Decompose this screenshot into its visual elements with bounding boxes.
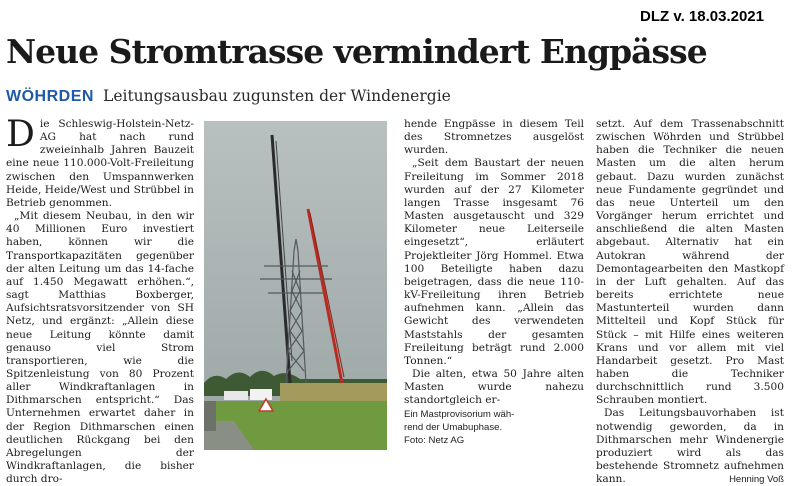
article-photo bbox=[204, 121, 387, 450]
source-label: DLZ v. 18.03.2021 bbox=[640, 8, 764, 25]
caption-credit: Foto: Netz AG bbox=[404, 435, 465, 446]
article-column-1 bbox=[6, 114, 194, 486]
paragraph-quote-hommel: „Seit dem Baustart der neuen Freileitung im Sommer 2018 wurden auf der 27 Kilometer langen Trasse insgesamt 76 Masten ausgetauscht und 329 Kilometer neue Leiterseile eingesetzt“, erläutert Projektleiter Jörg Hommel. Etwa 100 Beteiligte haben dazu beigetragen, dass die neue 110-kV-Freileitung ihren Betrieb aufnehmen kann. „Allein das Gewicht des verwendeten Maststahls der gesamten Freileitung beträgt rund 2.000 Tonnen.“ bbox=[404, 157, 584, 367]
paragraph-intro bbox=[6, 114, 194, 210]
author-name: Henning Voß bbox=[729, 474, 784, 486]
article-column-3 bbox=[596, 118, 784, 486]
paragraph-conclusion bbox=[596, 407, 784, 486]
paragraph-continued: hende Engpässe in diesem Teil des Stromnetzes ausgelöst wurden. bbox=[404, 118, 584, 157]
kicker-location: WÖHRDEN bbox=[6, 88, 94, 105]
drop-cap: D bbox=[6, 114, 35, 155]
paragraph-old-masts: Die alten, etwa 50 Jahre alten Masten wurde nahezu standortgleich er- bbox=[404, 367, 584, 407]
photo-illustration bbox=[204, 121, 387, 450]
paragraph-construction: setzt. Auf dem Trassenabschnitt zwischen Wöhrden und Strübbel haben die Techniker die neuen Masten um die alten herum gebaut. Dazu wurden zunächst neue Fundamente gegründet und das neue Unterteil um den Vorgänger herum errichtet und anschließend die alten Masten abgebaut. Alternativ hat ein Autokran während der Demontagearbeiten den Mastkopf in der Luft gehalten. Auf das bereits errichtete neue Mastunterteil wurden dann Mittelteil und Kopf Stück für Stück – mit Hilfe eines weiteren Krans und vor allem mit viel Handarbeit gesetzt. Pro Mast haben die Techniker durchschnittlich rund 3.500 Schrauben montiert. bbox=[596, 118, 784, 407]
headline: Neue Stromtrasse vermindert Engpässe bbox=[6, 32, 707, 71]
kicker-line bbox=[6, 86, 451, 106]
photo-caption bbox=[404, 408, 584, 447]
paragraph-quote-boxberger: „Mit diesem Neubau, in den wir 40 Millionen Euro investiert haben, können wir die Transportkapazitäten gegenüber der alten Leitung um das 14-fache auf 1.450 Megawatt erhöhen.“, sagt Matthias Boxberger, Aufsichtsratsvorsitzender von SH Netz, und ergänzt: „Allein diese neue Leitung könnte damit genauso viel Strom transportieren, wie die Spitzenleistung von 80 Prozent aller Windkraftanlagen in Dithmarschen entspricht.“ Das Unternehmen erwartet daher in der Region Dithmarschen einen deutlichen Rückgang bei den Abregelungen der Windkraftanlagen, die bisher durch dro- bbox=[6, 210, 194, 486]
subheadline: Leitungsausbau zugunsten der Windenergie bbox=[103, 87, 451, 105]
caption-line: Ein Mastprovisorium wäh- bbox=[404, 409, 515, 420]
caption-line: rend der Umabuphase. bbox=[404, 422, 503, 433]
paragraph-conclusion-text: Das Leitungsbauvorhaben ist notwendig geworden, da in Dithmarschen mehr Windenergie produziert wird als das bestehende Stromnetz aufnehmen kann. bbox=[596, 407, 784, 486]
article-column-2 bbox=[404, 118, 584, 407]
paragraph-intro-text: ie Schleswig-Holstein-Netz-AG hat nach rund zweieinhalb Jahren Bauzeit eine neue 110.000-Volt-Freileitung zwischen den Umspannwerken Heide, Heide/West und Strübbel in Betrieb genommen. bbox=[6, 118, 194, 209]
